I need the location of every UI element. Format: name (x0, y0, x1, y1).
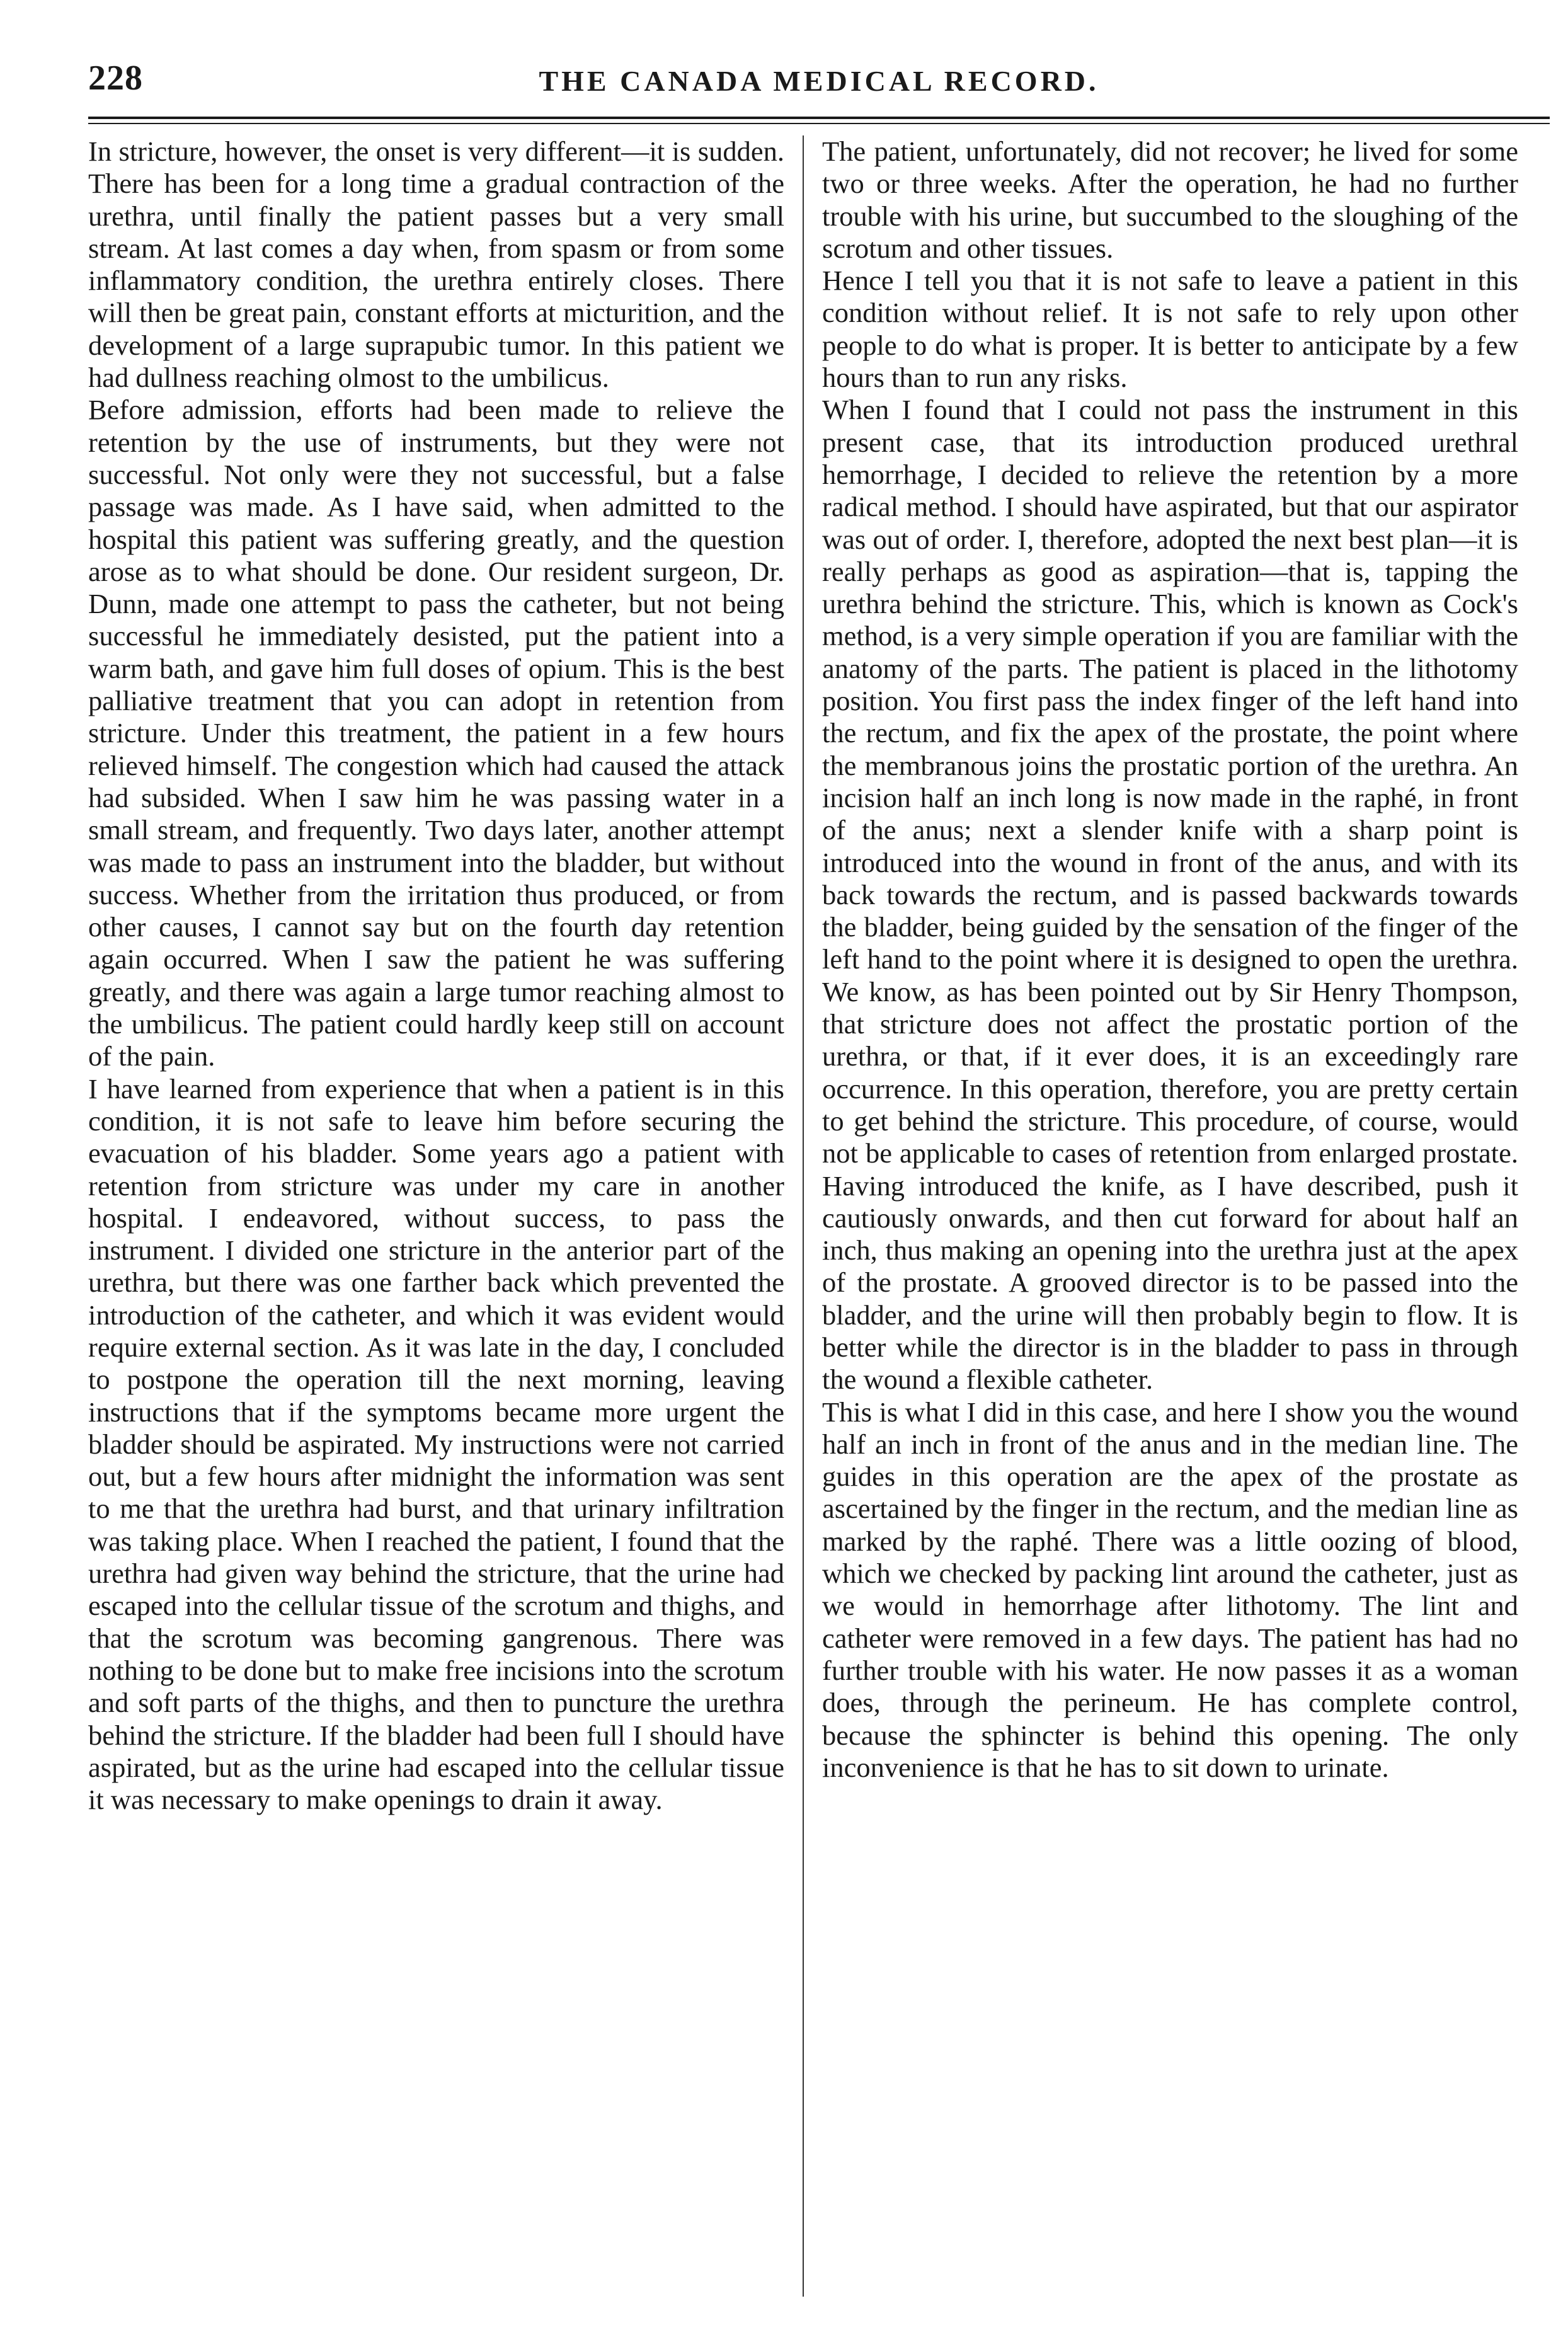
paragraph: This is what I did in this case, and here I show you the wound half an inch in front of the anus and in the median line. The guides in this operation are the apex of the prostate as ascertained by the finger in the rectum, and the median line as marked by the raphé. There was a little oozing of blood, which we checked by packing lint around the catheter, just as we would in hemorrhage after lithotomy. The lint and catheter were removed in a few days. The patient has had no further trouble with his water. He now passes it as a woman does, through the perineum. He has complete control, because the sphincter is behind this opening. The only inconvenience is that he has to sit down to urinate. (822, 1396, 1518, 1783)
page-number: 228 (88, 59, 143, 98)
right-column (822, 135, 1518, 1784)
paragraph: In stricture, however, the onset is very different—it is sudden. There has been for a long time a gradual contraction of the urethra, until finally the patient passes but a very small stream. At last comes a day when, from spasm or from some inflammatory condition, the urethra entirely closes. There will then be great pain, constant efforts at micturition, and the development of a large suprapubic tumor. In this patient we had dullness reaching olmost to the umbilicus. (88, 135, 784, 394)
header-rule (88, 117, 1550, 124)
left-column (88, 135, 784, 1816)
page-header (88, 39, 1550, 108)
paragraph: I have learned from experience that when a patient is in this condition, it is not safe to leave him before securing the evacuation of his bladder. Some years ago a patient with retention from stricture was under my care in another hospital. I endeavored, without success, to pass the instrument. I divided one stricture in the anterior part of the urethra, but there was one farther back which prevented the introduction of the catheter, and which it was evident would require external section. As it was late in the day, I concluded to postpone the operation till the next morning, leaving instructions that if the symptoms became more urgent the bladder should be aspirated. My instructions were not carried out, but a few hours after midnight the information was sent to me that the urethra had burst, and that urinary infiltration was taking place. When I reached the patient, I found that the urethra had given way behind the stricture, that the urine had escaped into the cellular tissue of the scrotum and thighs, and that the scrotum was becoming gangrenous. There was nothing to be done but to make free incisions into the scrotum and soft parts of the thighs, and then to puncture the urethra behind the stricture. If the bladder had been full I should have aspirated, but as the urine had escaped into the cellular tissue it was necessary to make openings to drain it away. (88, 1072, 784, 1816)
column-divider (803, 135, 804, 2297)
paragraph: The patient, unfortunately, did not recover; he lived for some two or three weeks. After the operation, he had no further trouble with his urine, but succumbed to the sloughing of the scrotum and other tissues. (822, 135, 1518, 264)
paragraph: Hence I tell you that it is not safe to leave a patient in this condition without relief. It is not safe to rely upon other people to do what is proper. It is better to anticipate by a few hours than to run any risks. (822, 265, 1518, 394)
running-title: THE CANADA MEDICAL RECORD. (539, 65, 1099, 97)
paragraph: When I found that I could not pass the instrument in this present case, that its introduction produced urethral hemorrhage, I decided to relieve the retention by a more radical method. I should have aspirated, but that our aspirator was out of order. I, therefore, adopted the next best plan—it is really perhaps as good as aspiration—that is, tapping the urethra behind the stricture. This, which is known as Cock's method, is a very simple operation if you are familiar with the anatomy of the parts. The patient is placed in the lithotomy position. You first pass the index finger of the left hand into the rectum, and fix the apex of the prostate, the point where the membranous joins the prostatic portion of the urethra. An incision half an inch long is now made in the raphé, in front of the anus; next a slender knife with a sharp point is introduced into the wound in front of the anus, and with its back towards the rectum, and is passed backwards towards the bladder, being guided by the sensation of the finger of the left hand to the point where it is designed to open the urethra. We know, as has been pointed out by Sir Henry Thompson, that stricture does not affect the prostatic portion of the urethra, or that, if it ever does, it is an exceedingly rare occurrence. In this operation, therefore, you are pretty certain to get behind the stricture. This procedure, of course, would not be applicable to cases of retention from enlarged prostate. Having introduced the knife, as I have described, push it cautiously onwards, and then cut forward for about half an inch, thus making an opening into the urethra just at the apex of the prostate. A grooved director is to be passed into the bladder, and the urine will then probably begin to flow. It is better while the director is in the bladder to pass in through the wound a flexible catheter. (822, 394, 1518, 1396)
paragraph: Before admission, efforts had been made to relieve the retention by the use of instruments, but they were not successful. Not only were they not successful, but a false passage was made. As I have said, when admitted to the hospital this patient was suffering greatly, and the question arose as to what should be done. Our resident surgeon, Dr. Dunn, made one attempt to pass the catheter, but not being successful he immediately desisted, put the patient into a warm bath, and gave him full doses of opium. This is the best palliative treatment that you can adopt in retention from stricture. Under this treatment, the patient in a few hours relieved himself. The congestion which had caused the attack had subsided. When I saw him he was passing water in a small stream, and frequently. Two days later, another attempt was made to pass an instrument into the bladder, but without success. Whether from the irritation thus produced, or from other causes, I cannot say but on the fourth day retention again occurred. When I saw the patient he was suffering greatly, and there was again a large tumor reaching almost to the umbilicus. The patient could hardly keep still on account of the pain. (88, 394, 784, 1072)
